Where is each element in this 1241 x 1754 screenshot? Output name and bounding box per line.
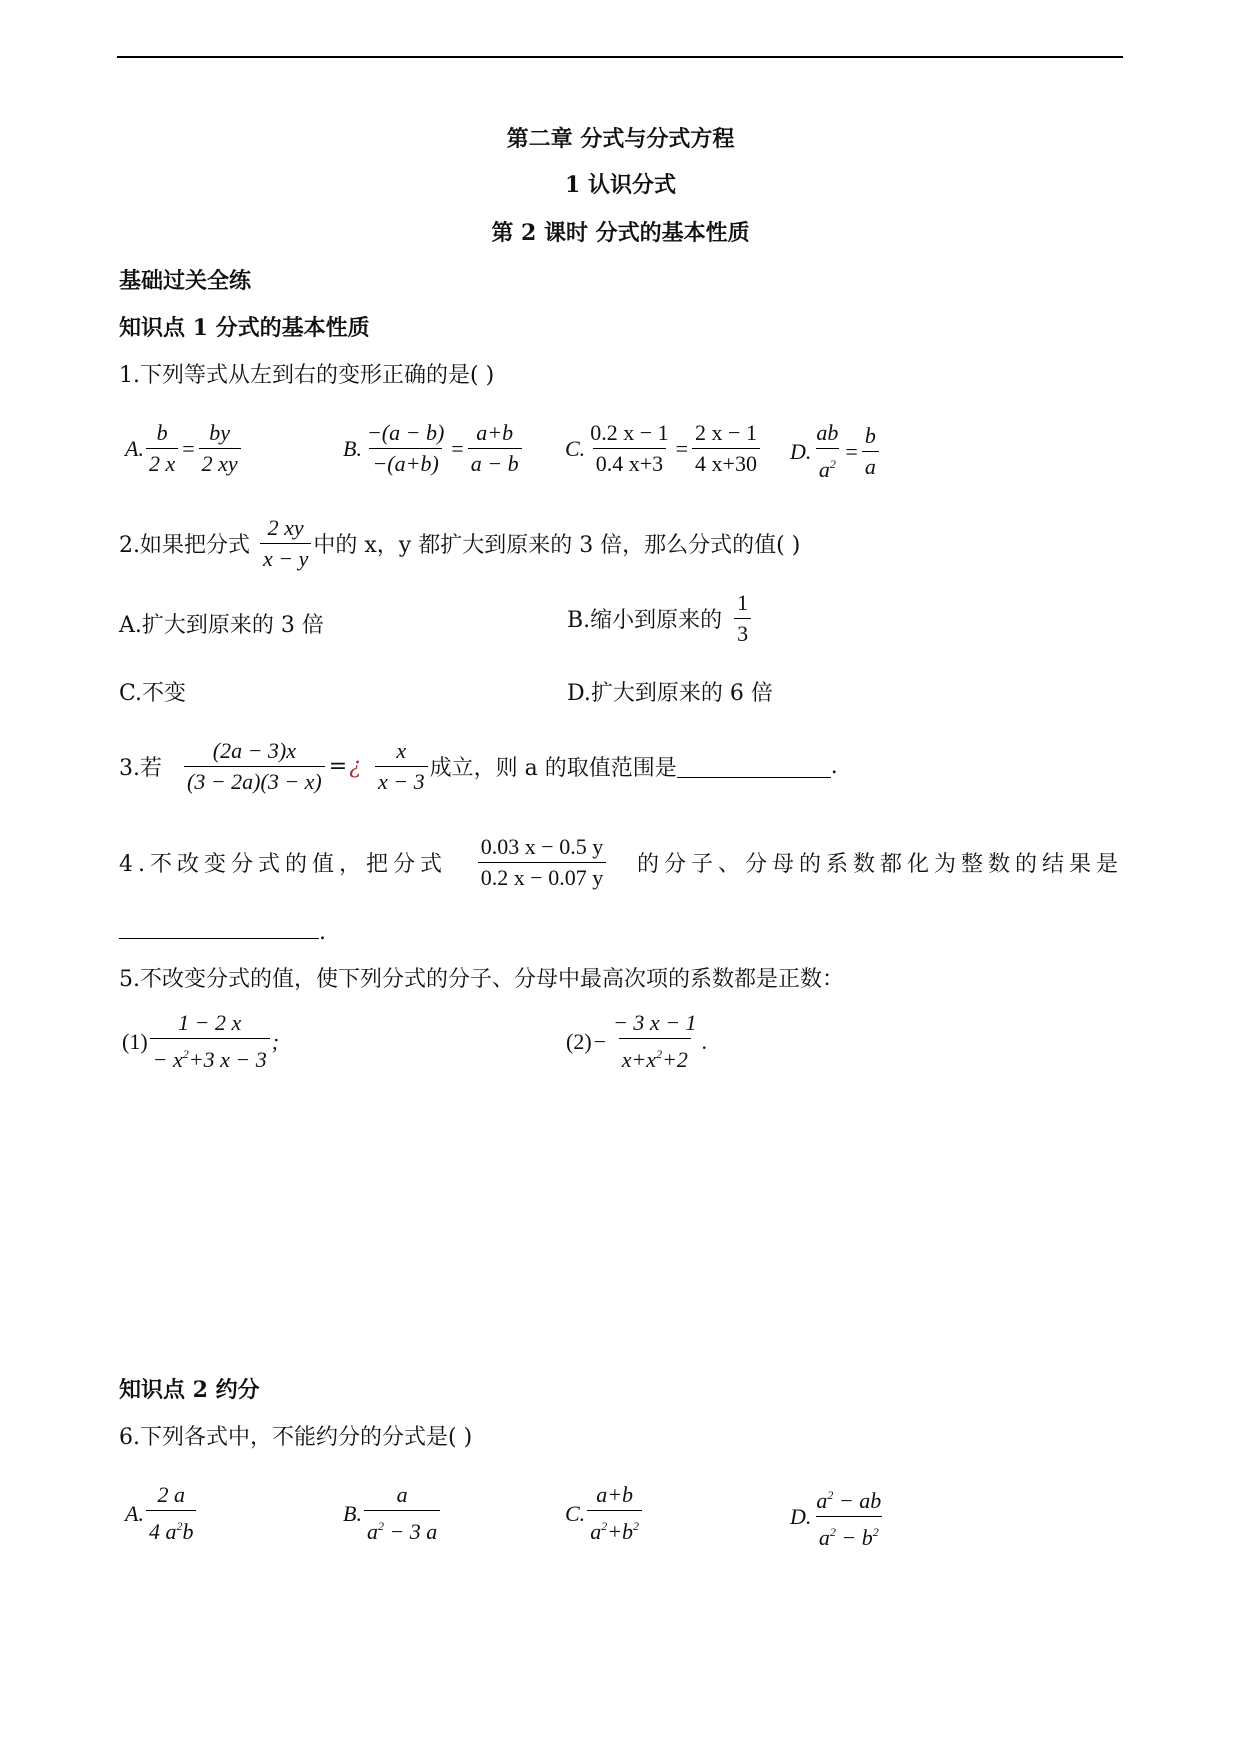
q6-option-a: A. $\frac{2 a}{4 a^2b}$ <box>125 1482 198 1545</box>
q1b-right-fraction: $\frac{a+b}{a - b}$ <box>468 420 522 477</box>
q1-option-a: A. $\frac{b}{2 x}$ = $\frac{by}{2 xy}$ <box>125 420 243 477</box>
q1a-right-fraction: $\frac{by}{2 xy}$ <box>199 420 241 477</box>
q1c-right-fraction: $\frac{2 x - 1}{4 x+30}$ <box>692 420 760 477</box>
q1c-left-fraction: $\frac{0.2 x - 1}{0.4 x+3}$ <box>590 420 669 476</box>
q4-answer-blank[interactable] <box>119 916 319 939</box>
q2-option-d: D.扩大到原来的 6 倍 <box>567 681 773 706</box>
q1a-label: A. <box>125 435 144 461</box>
q6c-fraction: $\frac{a+b}{a^2+b^2}$ <box>587 1482 642 1545</box>
top-rule <box>117 56 1123 58</box>
q1-option-c: C. $\frac{0.2 x - 1}{0.4 x+3}$ = $\frac{2 x - 1}{4 x+30}$ <box>565 420 762 477</box>
q3-right-fraction: $\frac{x}{x - 3}$ <box>375 738 428 795</box>
practice-heading: 基础过关全练 <box>119 268 252 294</box>
q5p2-fraction: $\frac{- 3 x - 1}{x+x^2+2}$ <box>613 1010 697 1072</box>
question-2-stem: 2.如果把分式 $\frac{2 xy}{x - y}$ 中的 x，y 都扩大到原来的 3 倍，那么分式的值( ) <box>119 515 801 571</box>
q1d-left-fraction: $\frac{ab}{a^2}$ <box>816 420 839 482</box>
question-6-stem: 6.下列各式中，不能约分的分式是( ) <box>119 1425 473 1450</box>
section-title: 1 认识分式 <box>565 172 676 198</box>
q6a-fraction: $\frac{2 a}{4 a^2b}$ <box>146 1482 197 1545</box>
q2-option-a: A.扩大到原来的 3 倍 <box>119 613 324 638</box>
q1-option-d: D. $\frac{ab}{a^2}$ = $\frac{b}{a}$ <box>790 420 881 483</box>
q2-option-b: B.缩小到原来的 $\frac{1}{3}$ <box>567 590 753 647</box>
knowledge-point-2: 知识点 2 约分 <box>119 1377 260 1403</box>
q3-left-fraction: $\frac{(2a - 3)x}{(3 - 2a)(3 - x)}$ <box>184 738 325 795</box>
q6-option-d: D. $\frac{a^2 - ab}{a^2 - b^2}$ <box>790 1482 886 1551</box>
question-1-stem: 1.下列等式从左到右的变形正确的是( ) <box>119 363 495 388</box>
q6b-fraction: $\frac{a}{a^2 - 3 a}$ <box>364 1482 440 1545</box>
q1d-right-fraction: $\frac{b}{a}$ <box>862 423 879 480</box>
q5-part-1: (1) $\frac{1 - 2 x}{- x^2+3 x - 3}$ ; <box>122 1010 280 1072</box>
question-3-stem: 3.若 $\frac{(2a - 3)x}{(3 - 2a)(3 - x)}$ = ¿ $\frac{x}{x - 3}$ 成立，则 a 的取值范围是 . <box>119 738 838 794</box>
q6-option-c: C. $\frac{a+b}{a^2+b^2}$ <box>565 1482 644 1545</box>
q1d-label: D. <box>790 438 812 464</box>
q1-option-b: B. $\frac{-(a - b)}{-(a+b)}$ = $\frac{a+b}{a - b}$ <box>343 420 524 477</box>
q3-glyph: ¿ <box>349 754 361 779</box>
q5p1-fraction: $\frac{1 - 2 x}{- x^2+3 x - 3}$ <box>150 1010 270 1073</box>
q3-answer-blank[interactable] <box>677 755 831 778</box>
q4-answer-line: . <box>119 916 326 945</box>
q1b-label: B. <box>343 435 362 461</box>
q1a-left-fraction: $\frac{b}{2 x}$ <box>146 420 178 477</box>
question-5-stem: 5.不改变分式的值，使下列分式的分子、分母中最高次项的系数都是正数： <box>119 967 844 992</box>
chapter-title: 第二章 分式与分式方程 <box>506 126 735 152</box>
q2-option-c: C.不变 <box>119 681 187 706</box>
q6-option-b: B. $\frac{a}{a^2 - 3 a}$ <box>343 1482 442 1545</box>
q5-part-2: (2) − $\frac{- 3 x - 1}{x+x^2+2}$ . <box>566 1010 708 1072</box>
lesson-title: 第 2 课时 分式的基本性质 <box>491 220 750 246</box>
q2b-fraction: $\frac{1}{3}$ <box>734 590 751 647</box>
q1b-left-fraction: $\frac{-(a - b)}{-(a+b)}$ <box>366 420 445 476</box>
q6d-fraction: $\frac{a^2 - ab}{a^2 - b^2}$ <box>816 1488 882 1550</box>
q1c-label: C. <box>565 435 586 461</box>
q4-fraction: $\frac{0.03 x - 0.5 y}{0.2 x - 0.07 y}$ <box>478 834 606 891</box>
question-4-stem: 4.不改变分式的值，把分式 $\frac{0.03 x - 0.5 y}{0.2 x - 0.07 y}$ 的分子、分母的系数都化为整数的结果是 <box>119 834 1123 890</box>
q2-fraction: $\frac{2 xy}{x - y}$ <box>260 515 311 572</box>
knowledge-point-1: 知识点 1 分式的基本性质 <box>119 315 370 341</box>
